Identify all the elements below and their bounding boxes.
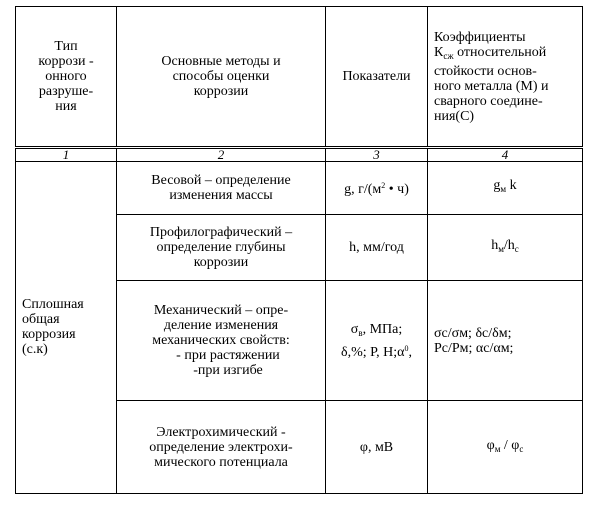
method-profilographic-text: Профилографический – определение глубины коррозии [149,225,293,271]
method-mechanical-text: Механический – опре- деление изменения механических свойств: [152,303,290,349]
method-profilographic [117,215,326,281]
indicator-line2-end: , [408,344,413,360]
indicator-electrochemical-text: φ, мВ [359,439,394,455]
coef-profilographic-sub-c: с [514,244,519,255]
indicator-weight-unit: • ч) [385,182,409,198]
header-coefficient-subscript: сж [443,50,454,61]
table-header-row [16,7,583,148]
header-coefficients [428,7,583,148]
header-methods [117,7,326,148]
method-electrochemical [117,401,326,494]
indicator-sigma-unit: , МПа; [362,321,403,337]
coef-electrochemical-phi: φ [486,437,495,453]
indicator-profilographic-text: h, мм/год [349,240,404,256]
method-electrochemical-text: Электрохимический - определение электрохи- мического потенциала [149,424,293,470]
indicator-profilographic [326,215,428,281]
header-coefficients-title: Коэффициенты [434,29,526,45]
coef-electrochemical-sub-c: с [519,443,524,454]
coef-mechanical-line2: Рс/Рм; αс/αм; [434,340,514,356]
method-mechanical-tension: - при растяжении [176,348,280,364]
coef-weight [428,161,583,215]
indicator-delta-p-alpha: δ,%; Р, Н;α [340,344,405,360]
indicator-weight-sup: 2 [381,181,386,191]
column-number-3: 3 [326,148,428,161]
indicator-electrochemical [326,401,428,494]
indicator-sigma: σ [350,321,359,337]
header-corrosion-type-text: Тип коррози - онного разруше- ния [38,39,94,115]
indicator-weight-text: g, г/(м [344,182,382,198]
method-weight-text: Весовой – определение изменения массы [151,172,291,203]
coef-mechanical [428,281,583,401]
coef-mechanical-line1: σс/σм; δс/δм; [434,325,512,341]
method-weight [117,161,326,215]
coef-profilographic [428,215,583,281]
coef-electrochemical-div: / φ [500,437,520,453]
coef-weight-sub: м [500,184,507,195]
coef-profilographic-sub-m: м [498,244,504,255]
coef-electrochemical [428,401,583,494]
method-mechanical-bending: -при изгибе [193,363,263,379]
coef-electrochemical-sub-m: м [494,443,501,454]
coef-weight-k: k [506,178,517,194]
column-number-2: 2 [117,148,326,161]
indicator-mechanical [326,281,428,401]
header-methods-text: Основные методы и способы оценки коррозии [161,54,281,100]
table-row-weight [16,161,583,215]
header-indicators [326,7,428,148]
indicator-alpha-sup: 0 [404,343,409,353]
header-coefficient-symbol: К [434,44,444,60]
indicator-weight [326,161,428,215]
corrosion-type-cell [16,161,117,493]
header-coefficients-desc: относительной стойкости основ- ного металла (М) и сварного соедине- ния(С) [434,44,549,124]
corrosion-type-text: Сплошная общая коррозия (с.к) [22,297,84,358]
coef-profilographic-div: /h [503,238,515,254]
header-corrosion-type [16,7,117,148]
column-number-4: 4 [428,148,583,161]
corrosion-methods-table [15,6,583,494]
indicator-sigma-sub: в [358,327,363,338]
coef-profilographic-h: h [491,238,499,254]
method-mechanical [117,281,326,401]
coef-weight-symbol: g [493,178,501,194]
column-numbers-row [16,148,583,161]
header-indicators-text: Показатели [342,69,411,85]
column-number-1: 1 [16,148,117,161]
